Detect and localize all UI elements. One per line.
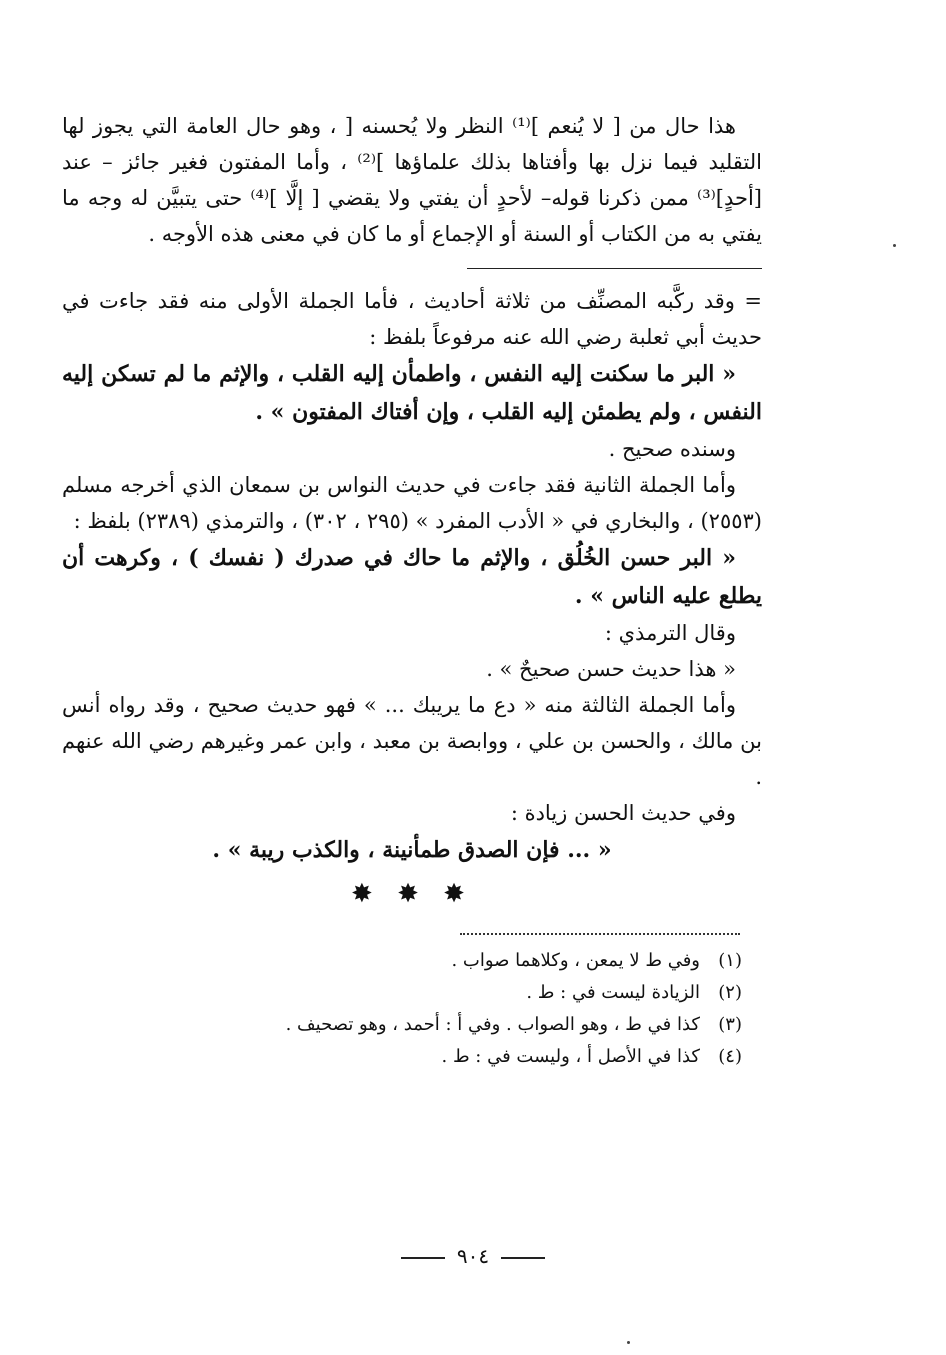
hadith-quote-3: « ... فإن الصدق طمأنينة ، والكذب ريبة » .	[212, 837, 612, 863]
scan-speck	[627, 1341, 630, 1344]
footnote-number: (٣)	[718, 1014, 742, 1035]
footnote-item	[62, 945, 762, 977]
commentary-second: وأما الجملة الثانية فقد جاءت في حديث النواس بن سمعان الذي أخرجه مسلم (٢٥٥٣) ، والبخاري في « الأدب المفرد » (٢٩٥ ، ٣٠٢) ، والترمذي (٢٣٨٩) بلفظ :	[62, 473, 762, 533]
page-number-dash	[501, 1257, 545, 1259]
page-number	[0, 1244, 946, 1268]
tirmidhi-quote: « هذا حديث حسن صحيحٌ » .	[486, 657, 736, 681]
footnote-text: كذا في الأصل أ ، وليست في : ط .	[441, 1046, 700, 1067]
hadith-quote-1: « البر ما سكنت إليه النفس ، واطمأن إليه القلب ، والإثم ما لم تسكن إليه النفس ، ولم يطمئن إليه القلب ، وإن أفتاك المفتون » .	[62, 361, 762, 425]
hadith-quote-2: « البر حسن الخُلُق ، والإثم ما حاك في صدرك ( نفسك ) ، وكرهت أن يطلع عليه الناس » .	[62, 545, 762, 609]
page-body	[62, 108, 762, 1073]
footnote-item	[62, 1041, 762, 1073]
footnote-text: كذا في ط ، وهو الصواب . وفي أ : أحمد ، وهو تصحيف .	[285, 1014, 700, 1035]
commentary-third: وأما الجملة الثالثة منه « دع ما يريبك ... » فهو حديث صحيح ، وقد رواه أنس بن مالك ، والحسن بن علي ، ووابصة بن معبد ، وابن عمر وغيرهم رضي الله عنهم .	[62, 693, 762, 789]
tirmidhi-said: وقال الترمذي :	[604, 621, 736, 645]
section-divider-stars: ✸ ✸ ✸	[351, 879, 473, 909]
scan-speck	[893, 244, 896, 247]
page-number-dash	[401, 1257, 445, 1259]
commentary-intro: = وقد ركَّبه المصنِّف من ثلاثة أحاديث ، فأما الجملة الأولى منه فقد جاءت في حديث أبي ثعلبة رضي الله عنه مرفوعاً بلفظ :	[62, 289, 762, 349]
footnote-number: (١)	[718, 950, 742, 971]
footnote-item	[62, 977, 762, 1009]
footnote-number: (٤)	[718, 1046, 742, 1067]
page-number-text: ٩٠٤	[456, 1244, 490, 1268]
footnote-dotted-line	[460, 933, 740, 935]
footnote-item	[62, 1009, 762, 1041]
footnote-text: وفي ط لا يمعن ، وكلاهما صواب .	[451, 950, 700, 971]
sanad-note: وسنده صحيح .	[608, 437, 736, 461]
footnote-number: (٢)	[718, 982, 742, 1003]
hasan-extra: وفي حديث الحسن زيادة :	[510, 801, 736, 825]
footnote-text: الزيادة ليست في : ط .	[526, 982, 700, 1003]
footnote-separator-line	[467, 268, 762, 269]
footnotes-list	[62, 945, 762, 1073]
main-paragraph: هذا حال من [ لا يُنعم ]⁽¹⁾ النظر ولا يُحسنه [ ، وهو حال العامة التي يجوز لها التقليد فيما نزل بها وأفتاها بذلك علماؤها ]⁽²⁾ ، وأما المفتون فغير جائز – عند [أحدٍ]⁽³⁾ ممن ذكرنا قوله– لأحدٍ أن يفتي ولا يقضي [ إلَّا ]⁽⁴⁾ حتى يتبيَّن له وجه ما يفتي به من الكتاب أو السنة أو الإجماع أو ما كان في معنى هذه الأوجه .	[62, 114, 763, 246]
